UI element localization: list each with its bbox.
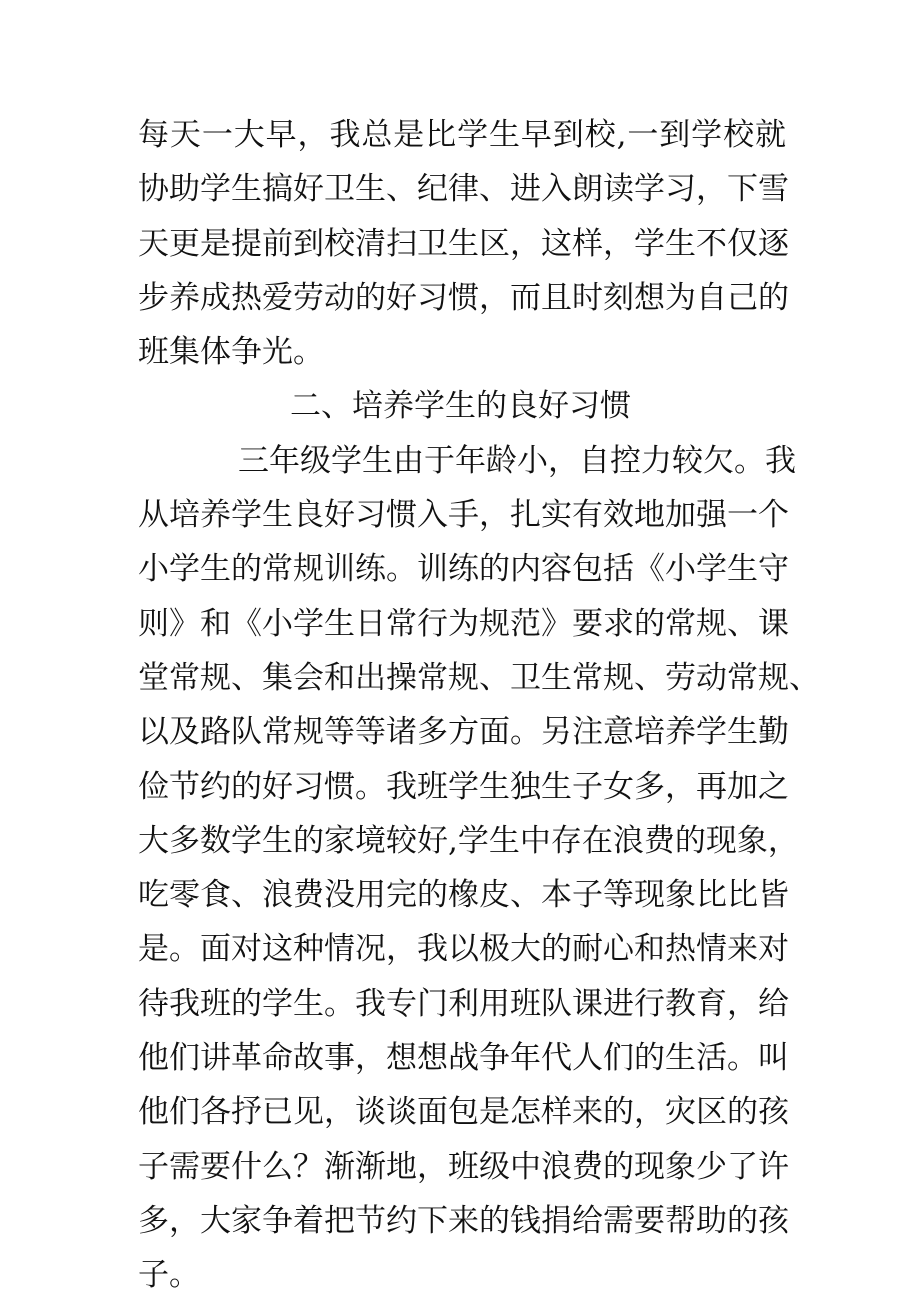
paragraph-1	[138, 108, 789, 379]
text-line: 大多数学生的家境较好,学生中存在浪费的现象，	[138, 822, 799, 859]
text-line: 以及路队常规等等诸多方面。另注意培养学生勤	[138, 714, 789, 751]
document-body	[138, 108, 820, 1303]
text-line: 从培养学生良好习惯入手，扎实有效地加强一个	[138, 497, 789, 534]
text-line: 班集体争光。	[138, 334, 324, 371]
text-line: 是。面对这种情况，我以极大的耐心和热情来对	[138, 931, 789, 968]
text-line: 子。	[138, 1257, 200, 1294]
text-line: 则》和《小学生日常行为规范》要求的常规、课	[138, 605, 789, 642]
text-line: 多，大家争着把节约下来的钱捐给需要帮助的孩	[138, 1202, 789, 1239]
section-heading: 二、培养学生的良好习惯	[290, 388, 631, 425]
text-line: 吃零食、浪费没用完的橡皮、本子等现象比比皆	[138, 877, 789, 914]
text-line: 俭节约的好习惯。我班学生独生子女多，再加之	[138, 768, 789, 805]
text-line: 子需要什么？渐渐地，班级中浪费的现象少了许	[138, 1148, 789, 1185]
text-line: 三年级学生由于年龄小，自控力较欠。我	[238, 442, 796, 479]
paragraph-2	[138, 434, 820, 1303]
text-line: 小学生的常规训练。训练的内容包括《小学生守	[138, 551, 789, 588]
text-line: 协助学生搞好卫生、纪律、进入朗读学习，下雪	[138, 171, 789, 208]
text-line: 每天一大早，我总是比学生早到校,一到学校就	[138, 117, 786, 153]
text-line: 他们各抒已见，谈谈面包是怎样来的，灾区的孩	[138, 1094, 789, 1131]
text-line: 步养成热爱劳动的好习惯，而且时刻想为自己的	[138, 279, 789, 316]
text-line: 堂常规、集会和出操常规、卫生常规、劳动常规、	[138, 659, 820, 696]
text-line: 天更是提前到校清扫卫生区，这样，学生不仅逐	[138, 225, 789, 262]
text-line: 他们讲革命故事，想想战争年代人们的生活。叫	[138, 1040, 789, 1077]
text-line: 待我班的学生。我专门利用班队课进行教育，给	[138, 985, 789, 1022]
